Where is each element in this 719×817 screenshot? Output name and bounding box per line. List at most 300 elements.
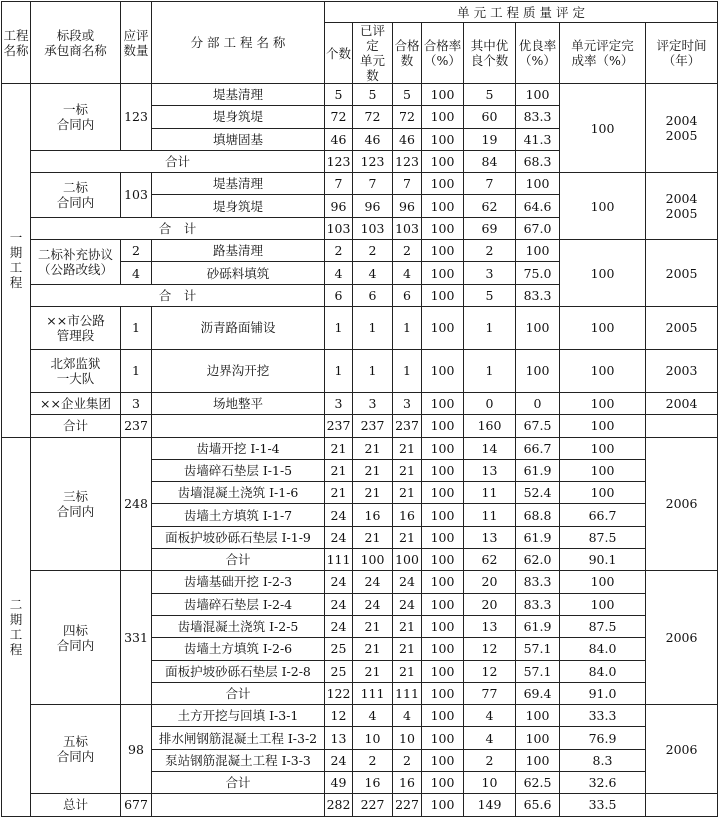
cell: 237 — [325, 415, 353, 437]
header-count: 个数 — [325, 23, 353, 84]
cell: 4 — [464, 705, 516, 727]
header-contractor: 标段或 承包商名称 — [31, 2, 121, 84]
eval-qty: 4 — [121, 262, 152, 284]
subproject-name: 场地整平 — [152, 392, 325, 414]
cell: 72 — [353, 106, 393, 128]
table-row — [2, 84, 718, 106]
completion-rate: 33.5 — [560, 794, 646, 816]
subproject-name: 齿墙碎石垫层 I-2-4 — [152, 593, 325, 615]
cell: 24 — [325, 593, 353, 615]
cell: 100 — [422, 106, 464, 128]
subtotal-label: 合计 — [152, 549, 325, 571]
cell: 100 — [422, 195, 464, 217]
cell: 2 — [325, 240, 353, 262]
cell: 21 — [353, 437, 393, 459]
cell: 100 — [516, 240, 560, 262]
eval-qty: 123 — [121, 84, 152, 151]
completion-rate: 100 — [560, 306, 646, 349]
completion-rate: 66.7 — [560, 504, 646, 526]
cell: 96 — [393, 195, 422, 217]
completion-rate: 100 — [560, 392, 646, 414]
eval-qty: 2 — [121, 240, 152, 262]
subproject-name: 齿墙开挖 I-1-4 — [152, 437, 325, 459]
contractor-name: ××市公路 管理段 — [31, 306, 121, 349]
cell: 100 — [422, 660, 464, 682]
eval-time: 2006 — [646, 437, 718, 571]
completion-rate: 100 — [560, 349, 646, 392]
cell: 7 — [325, 173, 353, 195]
cell: 4 — [353, 705, 393, 727]
cell: 122 — [325, 682, 353, 704]
eval-qty: 1 — [121, 306, 152, 349]
cell: 12 — [325, 705, 353, 727]
cell: 6 — [325, 284, 353, 306]
cell: 3 — [353, 392, 393, 414]
subproject-name: 齿墙土方填筑 I-2-6 — [152, 638, 325, 660]
subtotal-label: 合计 — [152, 772, 325, 794]
completion-rate: 33.3 — [560, 705, 646, 727]
cell: 96 — [353, 195, 393, 217]
phase2-body — [2, 437, 718, 816]
cell: 24 — [353, 571, 393, 593]
cell: 5 — [325, 84, 353, 106]
eval-qty: 1 — [121, 349, 152, 392]
cell: 100 — [422, 682, 464, 704]
completion-rate: 84.0 — [560, 638, 646, 660]
cell: 111 — [393, 682, 422, 704]
cell: 21 — [393, 459, 422, 481]
eval-qty: 248 — [121, 437, 152, 571]
cell: 24 — [325, 615, 353, 637]
contractor-name: 三标 合同内 — [31, 437, 121, 571]
cell: 7 — [393, 173, 422, 195]
cell: 61.9 — [516, 615, 560, 637]
total-qty: 677 — [121, 794, 152, 816]
cell: 1 — [353, 349, 393, 392]
cell: 100 — [422, 638, 464, 660]
completion-rate: 100 — [560, 593, 646, 615]
eval-time: 2005 — [646, 306, 718, 349]
completion-rate: 91.0 — [560, 682, 646, 704]
unit-quality-evaluation-table — [1, 1, 718, 817]
cell: 21 — [325, 482, 353, 504]
subproject-name: 边界沟开挖 — [152, 349, 325, 392]
cell: 13 — [464, 459, 516, 481]
cell: 67.0 — [516, 217, 560, 239]
contractor-name: 五标 合同内 — [31, 705, 121, 794]
subproject-name: 齿墙基础开挖 I-2-3 — [152, 571, 325, 593]
cell: 100 — [516, 84, 560, 106]
contractor-name: 北郊监狱 一大队 — [31, 349, 121, 392]
cell: 2 — [393, 240, 422, 262]
cell: 72 — [325, 106, 353, 128]
cell: 69.4 — [516, 682, 560, 704]
cell: 24 — [325, 571, 353, 593]
subtotal-label: 合 计 — [31, 284, 325, 306]
cell: 64.6 — [516, 195, 560, 217]
subtotal-label: 合 计 — [31, 217, 325, 239]
cell: 3 — [393, 392, 422, 414]
cell: 103 — [325, 217, 353, 239]
cell: 1 — [393, 349, 422, 392]
contractor-name: 一标 合同内 — [31, 84, 121, 151]
header-eval-qty: 应评 数量 — [121, 2, 152, 84]
cell: 11 — [464, 504, 516, 526]
table-row — [2, 349, 718, 392]
cell: 237 — [393, 415, 422, 437]
cell: 10 — [353, 727, 393, 749]
subproject-name: 面板护坡砂砾石垫层 I-2-8 — [152, 660, 325, 682]
table-row — [2, 392, 718, 414]
completion-rate: 100 — [560, 482, 646, 504]
header-subproject: 分 部 工 程 名 称 — [152, 2, 325, 84]
cell: 16 — [353, 504, 393, 526]
cell: 100 — [422, 749, 464, 771]
cell: 4 — [325, 262, 353, 284]
cell: 4 — [393, 262, 422, 284]
contractor-name: 二标补充协议 （公路改线） — [31, 240, 121, 285]
cell: 25 — [325, 638, 353, 660]
cell — [152, 415, 325, 437]
table-row — [2, 173, 718, 195]
cell: 103 — [393, 217, 422, 239]
cell: 2 — [464, 240, 516, 262]
cell: 57.1 — [516, 638, 560, 660]
cell: 1 — [393, 306, 422, 349]
cell: 13 — [464, 615, 516, 637]
header-eval-time: 评定时间 （年） — [646, 23, 718, 84]
contractor-name: ××企业集团 — [31, 392, 121, 414]
eval-time: 2006 — [646, 705, 718, 794]
cell: 100 — [422, 84, 464, 106]
cell: 21 — [353, 459, 393, 481]
completion-rate: 32.6 — [560, 772, 646, 794]
cell: 2 — [393, 749, 422, 771]
cell: 100 — [516, 349, 560, 392]
cell: 62 — [464, 549, 516, 571]
header-pass-rate: 合格率 （%） — [422, 23, 464, 84]
cell: 62.0 — [516, 549, 560, 571]
cell: 1 — [464, 349, 516, 392]
subproject-name: 堤身筑堤 — [152, 195, 325, 217]
table-row — [2, 437, 718, 459]
cell: 21 — [393, 526, 422, 548]
cell: 100 — [422, 705, 464, 727]
cell: 227 — [393, 794, 422, 816]
cell: 83.3 — [516, 593, 560, 615]
cell: 16 — [393, 504, 422, 526]
cell: 21 — [325, 459, 353, 481]
header-completion-rate: 单元评定完 成率（%） — [560, 23, 646, 84]
cell: 100 — [422, 217, 464, 239]
cell: 100 — [422, 128, 464, 150]
cell: 68.8 — [516, 504, 560, 526]
eval-time: 2004 2005 — [646, 84, 718, 173]
cell: 100 — [422, 437, 464, 459]
cell: 57.1 — [516, 660, 560, 682]
completion-rate: 100 — [560, 459, 646, 481]
cell: 12 — [464, 638, 516, 660]
cell: 2 — [353, 240, 393, 262]
cell: 24 — [393, 571, 422, 593]
subproject-name: 填塘固基 — [152, 128, 325, 150]
cell: 111 — [353, 682, 393, 704]
cell: 100 — [422, 772, 464, 794]
completion-rate: 100 — [560, 84, 646, 173]
cell: 100 — [353, 549, 393, 571]
cell: 16 — [353, 772, 393, 794]
subproject-name: 齿墙混凝土浇筑 I-1-6 — [152, 482, 325, 504]
cell: 1 — [353, 306, 393, 349]
cell: 61.9 — [516, 459, 560, 481]
cell: 21 — [353, 660, 393, 682]
cell: 21 — [393, 638, 422, 660]
completion-rate: 100 — [560, 240, 646, 307]
contractor-name: 四标 合同内 — [31, 571, 121, 705]
subproject-name: 路基清理 — [152, 240, 325, 262]
cell: 21 — [353, 526, 393, 548]
cell: 52.4 — [516, 482, 560, 504]
cell: 227 — [353, 794, 393, 816]
phase2-label: 二 期 工 程 — [2, 437, 31, 816]
header-evaluated: 已评定 单元数 — [353, 23, 393, 84]
cell: 12 — [464, 660, 516, 682]
subproject-name: 齿墙混凝土浇筑 I-2-5 — [152, 615, 325, 637]
cell: 100 — [516, 749, 560, 771]
cell: 19 — [464, 128, 516, 150]
completion-rate: 100 — [560, 173, 646, 240]
cell: 16 — [393, 772, 422, 794]
subproject-name: 面板护坡砂砾石垫层 I-1-9 — [152, 526, 325, 548]
cell: 62 — [464, 195, 516, 217]
cell: 72 — [393, 106, 422, 128]
header-qualified: 合格 数 — [393, 23, 422, 84]
subproject-name: 堤身筑堤 — [152, 106, 325, 128]
cell: 100 — [422, 306, 464, 349]
cell: 100 — [422, 549, 464, 571]
eval-time: 2005 — [646, 240, 718, 307]
eval-qty: 331 — [121, 571, 152, 705]
cell: 160 — [464, 415, 516, 437]
cell: 21 — [393, 660, 422, 682]
cell: 0 — [516, 392, 560, 414]
phase1-body — [2, 84, 718, 438]
cell: 41.3 — [516, 128, 560, 150]
cell: 1 — [325, 349, 353, 392]
cell: 100 — [422, 727, 464, 749]
completion-rate: 76.9 — [560, 727, 646, 749]
subproject-name: 排水闸钢筋混凝土工程 I-3-2 — [152, 727, 325, 749]
cell: 100 — [422, 482, 464, 504]
completion-rate: 100 — [560, 415, 646, 437]
subtotal-label: 合计 — [31, 150, 325, 172]
cell: 11 — [464, 482, 516, 504]
cell: 100 — [422, 150, 464, 172]
header-phase: 工程 名称 — [2, 2, 31, 84]
cell: 6 — [353, 284, 393, 306]
cell: 21 — [353, 482, 393, 504]
cell: 75.0 — [516, 262, 560, 284]
subproject-name: 齿墙土方填筑 I-1-7 — [152, 504, 325, 526]
cell: 60 — [464, 106, 516, 128]
cell: 111 — [325, 549, 353, 571]
cell: 149 — [464, 794, 516, 816]
table-row — [2, 306, 718, 349]
cell: 25 — [325, 660, 353, 682]
cell: 123 — [325, 150, 353, 172]
cell: 46 — [393, 128, 422, 150]
completion-rate: 8.3 — [560, 749, 646, 771]
cell: 62.5 — [516, 772, 560, 794]
cell: 4 — [353, 262, 393, 284]
cell: 14 — [464, 437, 516, 459]
cell: 1 — [325, 306, 353, 349]
table-header — [2, 2, 718, 84]
cell — [152, 794, 325, 816]
cell: 100 — [516, 705, 560, 727]
eval-time — [646, 415, 718, 437]
cell: 4 — [393, 705, 422, 727]
phase1-label: 一 期 工 程 — [2, 84, 31, 438]
eval-time — [646, 794, 718, 816]
header-excellent-count: 其中优 良个数 — [464, 23, 516, 84]
cell: 21 — [393, 482, 422, 504]
cell: 2 — [464, 749, 516, 771]
cell: 5 — [393, 84, 422, 106]
header-unit-eval: 单 元 工 程 质 量 评 定 — [325, 2, 718, 23]
cell: 68.3 — [516, 150, 560, 172]
cell: 83.3 — [516, 571, 560, 593]
cell: 100 — [422, 504, 464, 526]
cell: 24 — [325, 749, 353, 771]
cell: 3 — [325, 392, 353, 414]
cell: 49 — [325, 772, 353, 794]
cell: 100 — [516, 173, 560, 195]
cell: 2 — [353, 749, 393, 771]
cell: 100 — [516, 306, 560, 349]
cell: 100 — [422, 415, 464, 437]
cell: 84 — [464, 150, 516, 172]
cell: 21 — [393, 615, 422, 637]
cell: 21 — [353, 615, 393, 637]
completion-rate: 100 — [560, 571, 646, 593]
cell: 100 — [422, 240, 464, 262]
cell: 123 — [353, 150, 393, 172]
grand-total-row — [2, 794, 718, 816]
subproject-name: 沥青路面铺设 — [152, 306, 325, 349]
cell: 66.7 — [516, 437, 560, 459]
cell: 65.6 — [516, 794, 560, 816]
contractor-name: 二标 合同内 — [31, 173, 121, 218]
cell: 5 — [464, 284, 516, 306]
eval-time: 2003 — [646, 349, 718, 392]
eval-time: 2006 — [646, 571, 718, 705]
cell: 100 — [422, 615, 464, 637]
subproject-name: 泵站钢筋混凝土工程 I-3-3 — [152, 749, 325, 771]
eval-qty: 3 — [121, 392, 152, 414]
cell: 10 — [393, 727, 422, 749]
completion-rate: 84.0 — [560, 660, 646, 682]
cell: 83.3 — [516, 106, 560, 128]
cell: 69 — [464, 217, 516, 239]
cell: 100 — [422, 526, 464, 548]
cell: 6 — [393, 284, 422, 306]
table-row — [2, 705, 718, 727]
table-row — [2, 571, 718, 593]
subproject-name: 砂砾料填筑 — [152, 262, 325, 284]
cell: 24 — [325, 526, 353, 548]
total-label: 合计 — [31, 415, 121, 437]
cell: 100 — [422, 284, 464, 306]
cell: 4 — [464, 727, 516, 749]
cell: 20 — [464, 593, 516, 615]
cell: 77 — [464, 682, 516, 704]
cell: 20 — [464, 571, 516, 593]
cell: 96 — [325, 195, 353, 217]
subproject-name: 土方开挖与回填 I-3-1 — [152, 705, 325, 727]
cell: 83.3 — [516, 284, 560, 306]
cell: 1 — [464, 306, 516, 349]
cell: 237 — [353, 415, 393, 437]
cell: 3 — [464, 262, 516, 284]
cell: 100 — [422, 392, 464, 414]
completion-rate: 87.5 — [560, 615, 646, 637]
cell: 24 — [393, 593, 422, 615]
completion-rate: 87.5 — [560, 526, 646, 548]
cell: 7 — [353, 173, 393, 195]
completion-rate: 90.1 — [560, 549, 646, 571]
cell: 0 — [464, 392, 516, 414]
header-excellent-rate: 优良率 （%） — [516, 23, 560, 84]
total-qty: 237 — [121, 415, 152, 437]
cell: 100 — [422, 173, 464, 195]
table-row — [2, 240, 718, 262]
cell: 5 — [353, 84, 393, 106]
total-label: 总计 — [31, 794, 121, 816]
cell: 100 — [422, 349, 464, 392]
cell: 5 — [464, 84, 516, 106]
cell: 24 — [353, 593, 393, 615]
eval-qty: 98 — [121, 705, 152, 794]
cell: 100 — [422, 262, 464, 284]
cell: 100 — [516, 727, 560, 749]
cell: 103 — [353, 217, 393, 239]
cell: 46 — [353, 128, 393, 150]
cell: 13 — [325, 727, 353, 749]
phase1-total-row — [2, 415, 718, 437]
subtotal-label: 合计 — [152, 682, 325, 704]
cell: 123 — [393, 150, 422, 172]
eval-qty: 103 — [121, 173, 152, 218]
cell: 100 — [422, 794, 464, 816]
cell: 46 — [325, 128, 353, 150]
eval-time: 2004 2005 — [646, 173, 718, 240]
cell: 100 — [393, 549, 422, 571]
cell: 24 — [325, 504, 353, 526]
cell: 282 — [325, 794, 353, 816]
cell: 10 — [464, 772, 516, 794]
subproject-name: 堤基清理 — [152, 173, 325, 195]
subproject-name: 齿墙碎石垫层 I-1-5 — [152, 459, 325, 481]
cell: 13 — [464, 526, 516, 548]
cell: 21 — [325, 437, 353, 459]
cell: 7 — [464, 173, 516, 195]
cell: 100 — [422, 459, 464, 481]
completion-rate: 100 — [560, 437, 646, 459]
cell: 21 — [393, 437, 422, 459]
cell: 100 — [422, 593, 464, 615]
cell: 67.5 — [516, 415, 560, 437]
